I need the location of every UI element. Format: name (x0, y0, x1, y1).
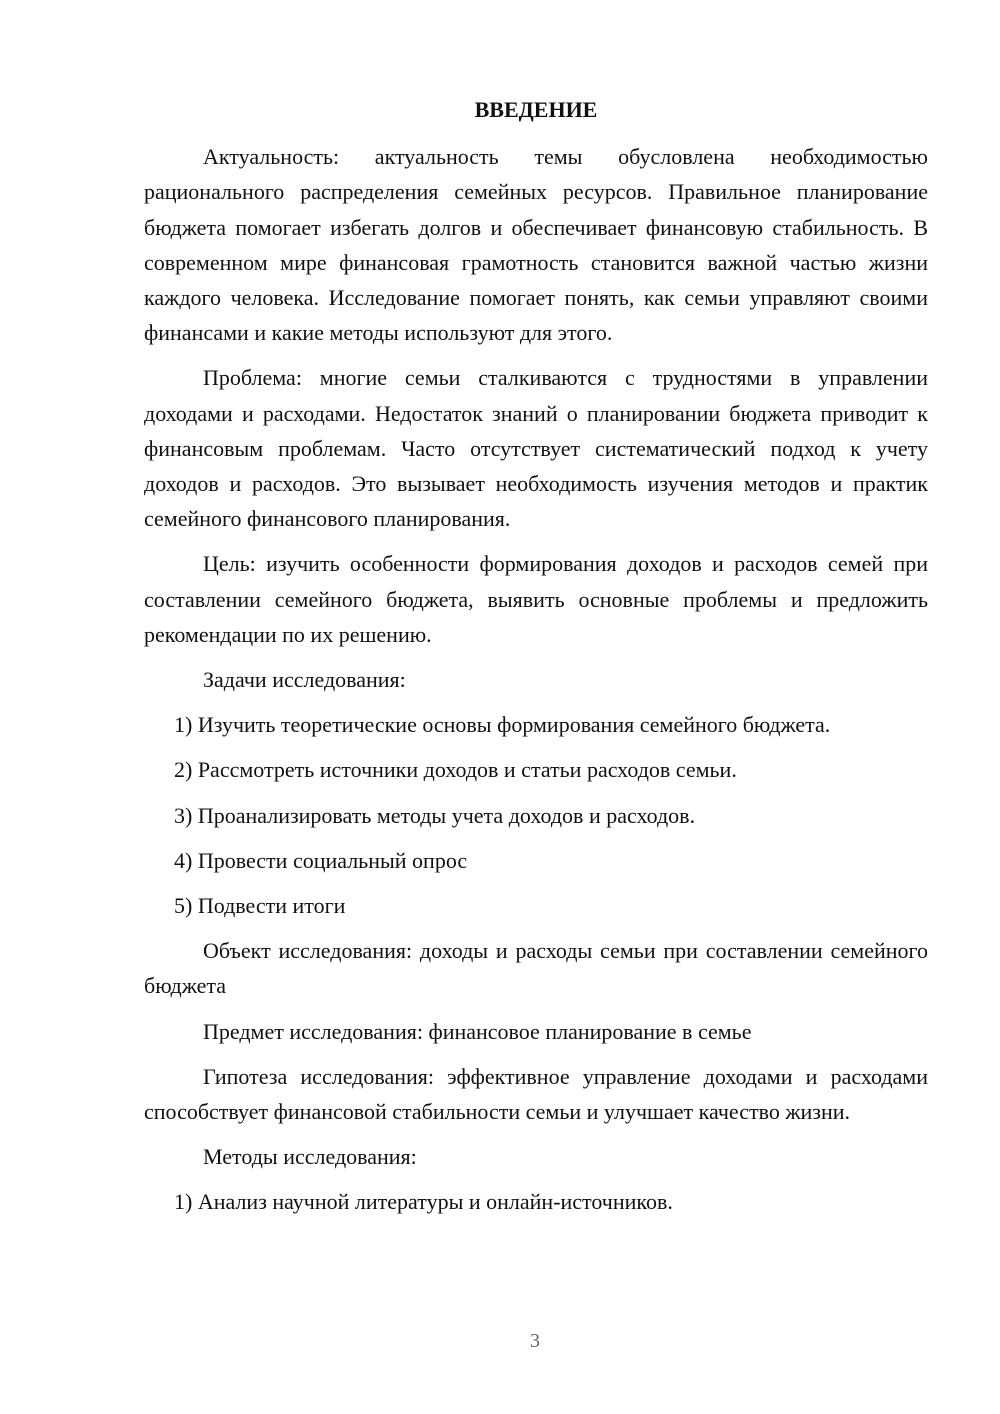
relevance-paragraph: Актуальность: актуальность темы обусловлена необходимостью рационального распределения семейных ресурсов. Правильное планирование бюджета помогает избегать долгов и обеспечивает финансовую стабильность. В современном мире финансовая грамотность становится важной частью жизни каждого человека. Исследование помогает понять, как семьи управляют своими финансами и какие методы используют для этого. (144, 144, 928, 346)
hypothesis-paragraph: Гипотеза исследования: эффективное управление доходами и расходами способствует финансовой стабильности семьи и улучшает качество жизни. (144, 1063, 928, 1125)
methods-heading: Методы исследования: (203, 1144, 417, 1170)
task-item: 3) Проанализировать методы учета доходов и расходов. (174, 802, 696, 828)
method-item: 1) Анализ научной литературы и онлайн-источников. (174, 1189, 673, 1215)
methods-list (144, 1184, 928, 1219)
tasks-heading: Задачи исследования: (203, 667, 406, 693)
goal-paragraph: Цель: изучить особенности формирования доходов и расходов семей при составлении семейного бюджета, выявить основные проблемы и предложить рекомендации по их решению. (144, 551, 928, 647)
object-paragraph: Объект исследования: доходы и расходы семьи при составлении семейного бюджета (144, 938, 928, 999)
task-item: 4) Провести социальный опрос (174, 847, 468, 873)
subject-paragraph: Предмет исследования: финансовое планирование в семье (203, 1018, 752, 1044)
tasks-list (144, 707, 928, 923)
task-item: 2) Рассмотреть источники доходов и статьи расходов семьи. (174, 757, 737, 783)
page-number: 3 (530, 1330, 540, 1352)
problem-paragraph: Проблема: многие семьи сталкиваются с трудностями в управлении доходами и расходами. Недостаток знаний о планировании бюджета приводит к финансовым проблемам. Часто отсутствует систематический подход к учету доходов и расходов. Это вызывает необходимость изучения методов и практик семейного финансового планирования. (144, 365, 928, 532)
document-content (144, 92, 928, 1230)
task-item: 5) Подвести итоги (174, 893, 346, 919)
document-title: ВВЕДЕНИЕ (474, 97, 598, 122)
task-item: 1) Изучить теоретические основы формирования семейного бюджета. (174, 712, 831, 738)
